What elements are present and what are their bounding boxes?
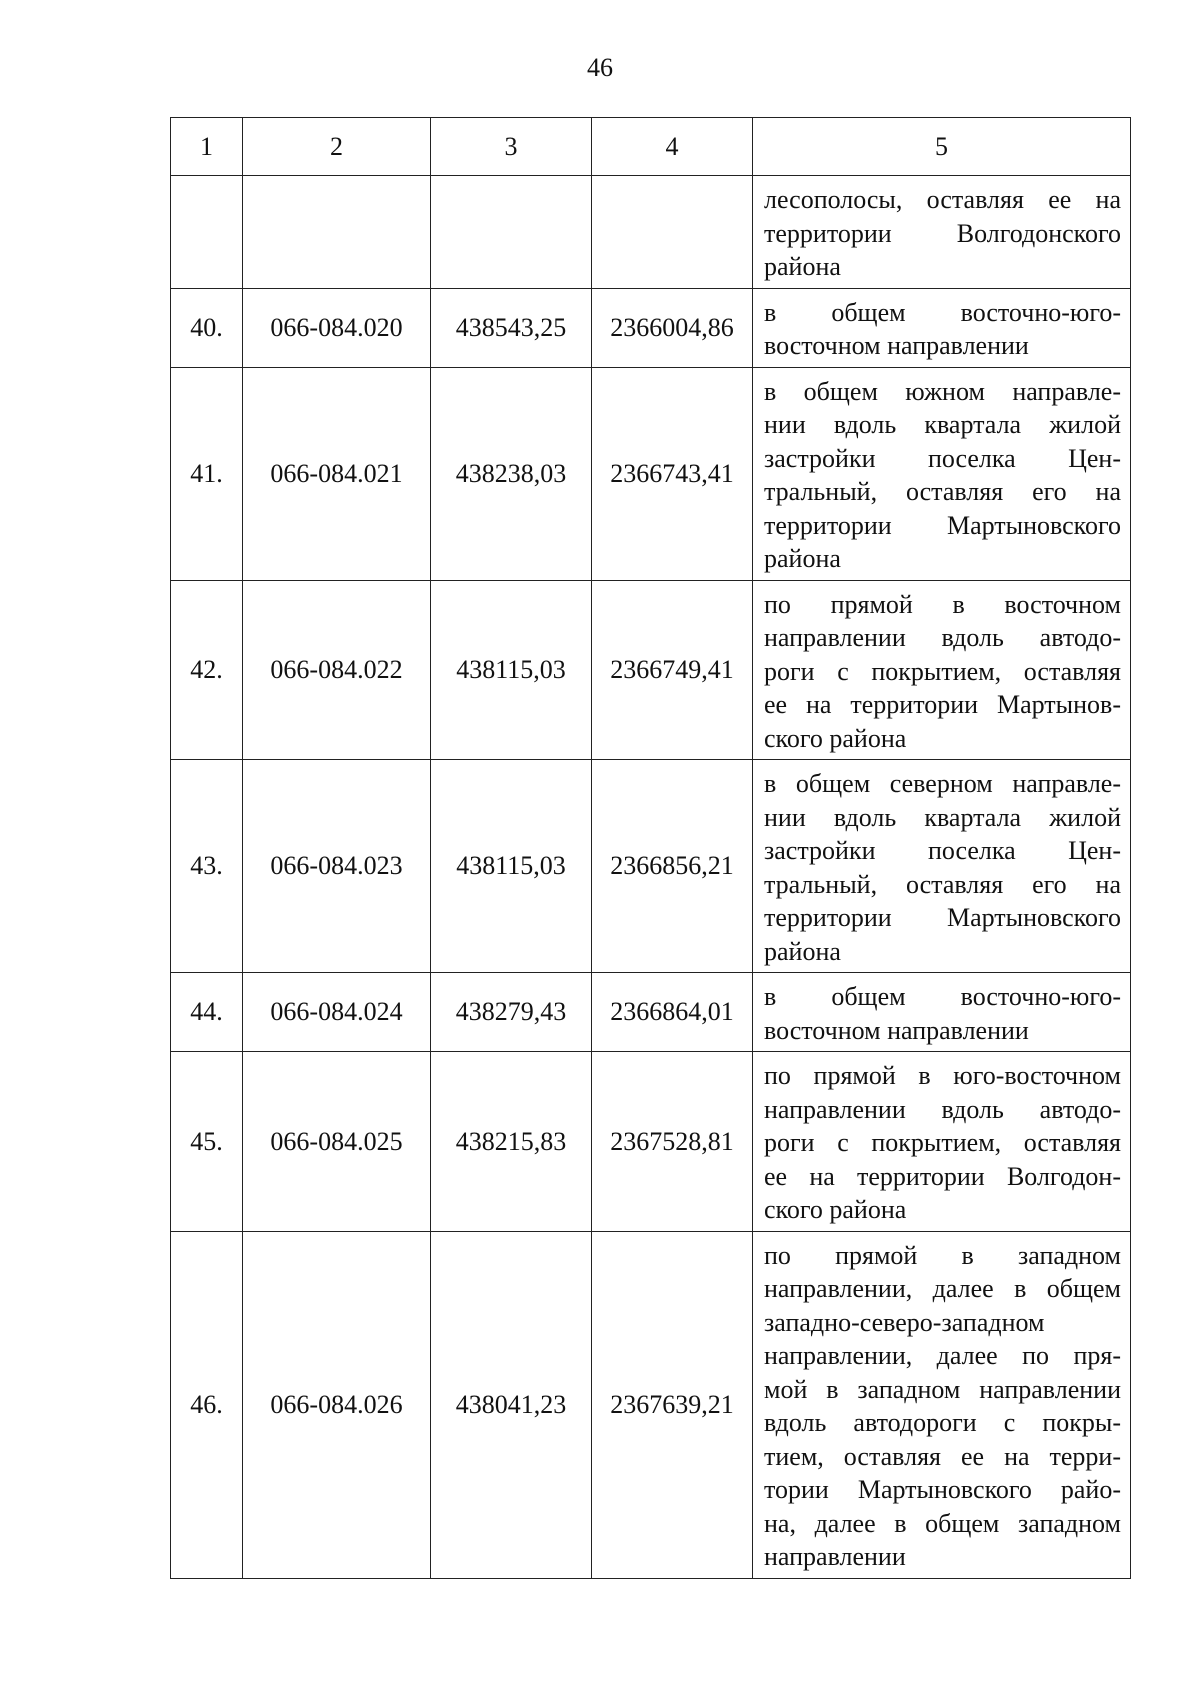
header-cell-4: 4 bbox=[592, 118, 753, 176]
header-cell-1: 1 bbox=[171, 118, 243, 176]
coord-y: 2366856,21 bbox=[592, 760, 753, 973]
description-line: роги с покрытием, оставляя bbox=[764, 1128, 1121, 1157]
coord-x: 438115,03 bbox=[431, 760, 592, 973]
description-line: территории Мартыновского bbox=[764, 510, 1121, 540]
direction-description bbox=[753, 760, 1131, 973]
row-number: 40. bbox=[171, 288, 243, 367]
description-line: направлении, далее в общем bbox=[764, 1274, 1121, 1303]
description-line: направлении вдоль автодо- bbox=[764, 623, 1121, 652]
description-line: застройки поселка Цен- bbox=[764, 836, 1121, 865]
row-number: 42. bbox=[171, 580, 243, 760]
coord-x: 438041,23 bbox=[431, 1231, 592, 1578]
coord-y: 2366749,41 bbox=[592, 580, 753, 760]
description-line: восточном направлении bbox=[764, 1015, 1029, 1045]
coord-y: 2367528,81 bbox=[592, 1052, 753, 1232]
table-row bbox=[171, 176, 1131, 289]
point-code: 066-084.025 bbox=[243, 1052, 431, 1232]
description-line: территории Мартыновского bbox=[764, 903, 1121, 932]
coord-x bbox=[431, 176, 592, 289]
point-code: 066-084.026 bbox=[243, 1231, 431, 1578]
description-line: тории Мартыновского райо- bbox=[764, 1475, 1121, 1504]
description-line: в общем восточно-юго- bbox=[764, 982, 1121, 1011]
description-line: в общем северном направле- bbox=[764, 769, 1121, 798]
page-number: 46 bbox=[587, 53, 613, 82]
description-line: направлении bbox=[764, 1542, 906, 1571]
table-row bbox=[171, 367, 1131, 580]
description-line: ее на территории Мартынов- bbox=[764, 690, 1121, 719]
description-line: лесополосы, оставляя ее на bbox=[764, 185, 1121, 214]
description-line: по прямой в юго-восточном bbox=[764, 1061, 1121, 1090]
description-line: направлении, далее по пря- bbox=[764, 1341, 1121, 1370]
table-row bbox=[171, 580, 1131, 760]
direction-description bbox=[753, 973, 1131, 1052]
description-line: ского района bbox=[764, 723, 907, 753]
coord-x: 438215,83 bbox=[431, 1052, 592, 1232]
description-line: по прямой в западном bbox=[764, 1240, 1121, 1270]
description-line: ского района bbox=[764, 1195, 907, 1224]
description-line: ее на территории Волгодон- bbox=[764, 1161, 1121, 1191]
description-line: вдоль автодороги с покры- bbox=[764, 1408, 1121, 1437]
description-line: на, далее в общем западном bbox=[764, 1508, 1121, 1538]
description-line: по прямой в восточном bbox=[764, 589, 1121, 619]
boundary-table bbox=[170, 117, 1131, 1579]
header-cell-3: 3 bbox=[431, 118, 592, 176]
point-code: 066-084.024 bbox=[243, 973, 431, 1052]
point-code: 066-084.021 bbox=[243, 367, 431, 580]
coord-y: 2366743,41 bbox=[592, 367, 753, 580]
coord-y: 2366004,86 bbox=[592, 288, 753, 367]
coord-x: 438238,03 bbox=[431, 367, 592, 580]
description-line: роги с покрытием, оставляя bbox=[764, 656, 1121, 686]
description-line: района bbox=[764, 544, 841, 573]
description-line: района bbox=[764, 252, 841, 281]
point-code: 066-084.022 bbox=[243, 580, 431, 760]
coord-y: 2366864,01 bbox=[592, 973, 753, 1052]
table-header-row bbox=[171, 118, 1131, 176]
row-number: 44. bbox=[171, 973, 243, 1052]
description-line: тральный, оставляя его на bbox=[764, 477, 1121, 506]
table-row bbox=[171, 288, 1131, 367]
row-number: 46. bbox=[171, 1231, 243, 1578]
description-line: нии вдоль квартала жилой bbox=[764, 410, 1121, 439]
direction-description bbox=[753, 288, 1131, 367]
direction-description bbox=[753, 176, 1131, 289]
description-line: направлении вдоль автодо- bbox=[764, 1094, 1121, 1124]
description-line: западно-северо-западном bbox=[764, 1307, 1045, 1337]
coord-x: 438115,03 bbox=[431, 580, 592, 760]
description-line: застройки поселка Цен- bbox=[764, 443, 1121, 473]
table-row bbox=[171, 1231, 1131, 1578]
direction-description bbox=[753, 580, 1131, 760]
row-number: 45. bbox=[171, 1052, 243, 1232]
point-code: 066-084.023 bbox=[243, 760, 431, 973]
direction-description bbox=[753, 367, 1131, 580]
description-line: в общем восточно-юго- bbox=[764, 297, 1121, 327]
point-code: 066-084.020 bbox=[243, 288, 431, 367]
header-cell-2: 2 bbox=[243, 118, 431, 176]
row-number bbox=[171, 176, 243, 289]
coord-x: 438279,43 bbox=[431, 973, 592, 1052]
description-line: восточном направлении bbox=[764, 331, 1029, 360]
point-code bbox=[243, 176, 431, 289]
description-line: нии вдоль квартала жилой bbox=[764, 802, 1121, 832]
description-line: мой в западном направлении bbox=[764, 1374, 1121, 1404]
description-line: района bbox=[764, 936, 841, 966]
coord-y bbox=[592, 176, 753, 289]
header-cell-5: 5 bbox=[753, 118, 1131, 176]
description-line: территории Волгодонского bbox=[764, 218, 1121, 248]
table-body bbox=[171, 176, 1131, 1579]
description-line: в общем южном направле- bbox=[764, 376, 1121, 406]
description-line: тральный, оставляя его на bbox=[764, 869, 1121, 899]
table-row bbox=[171, 973, 1131, 1052]
table-row bbox=[171, 760, 1131, 973]
row-number: 43. bbox=[171, 760, 243, 973]
row-number: 41. bbox=[171, 367, 243, 580]
coord-x: 438543,25 bbox=[431, 288, 592, 367]
direction-description bbox=[753, 1052, 1131, 1232]
table-row bbox=[171, 1052, 1131, 1232]
description-line: тием, оставляя ее на терри- bbox=[764, 1441, 1121, 1471]
coord-y: 2367639,21 bbox=[592, 1231, 753, 1578]
direction-description bbox=[753, 1231, 1131, 1578]
